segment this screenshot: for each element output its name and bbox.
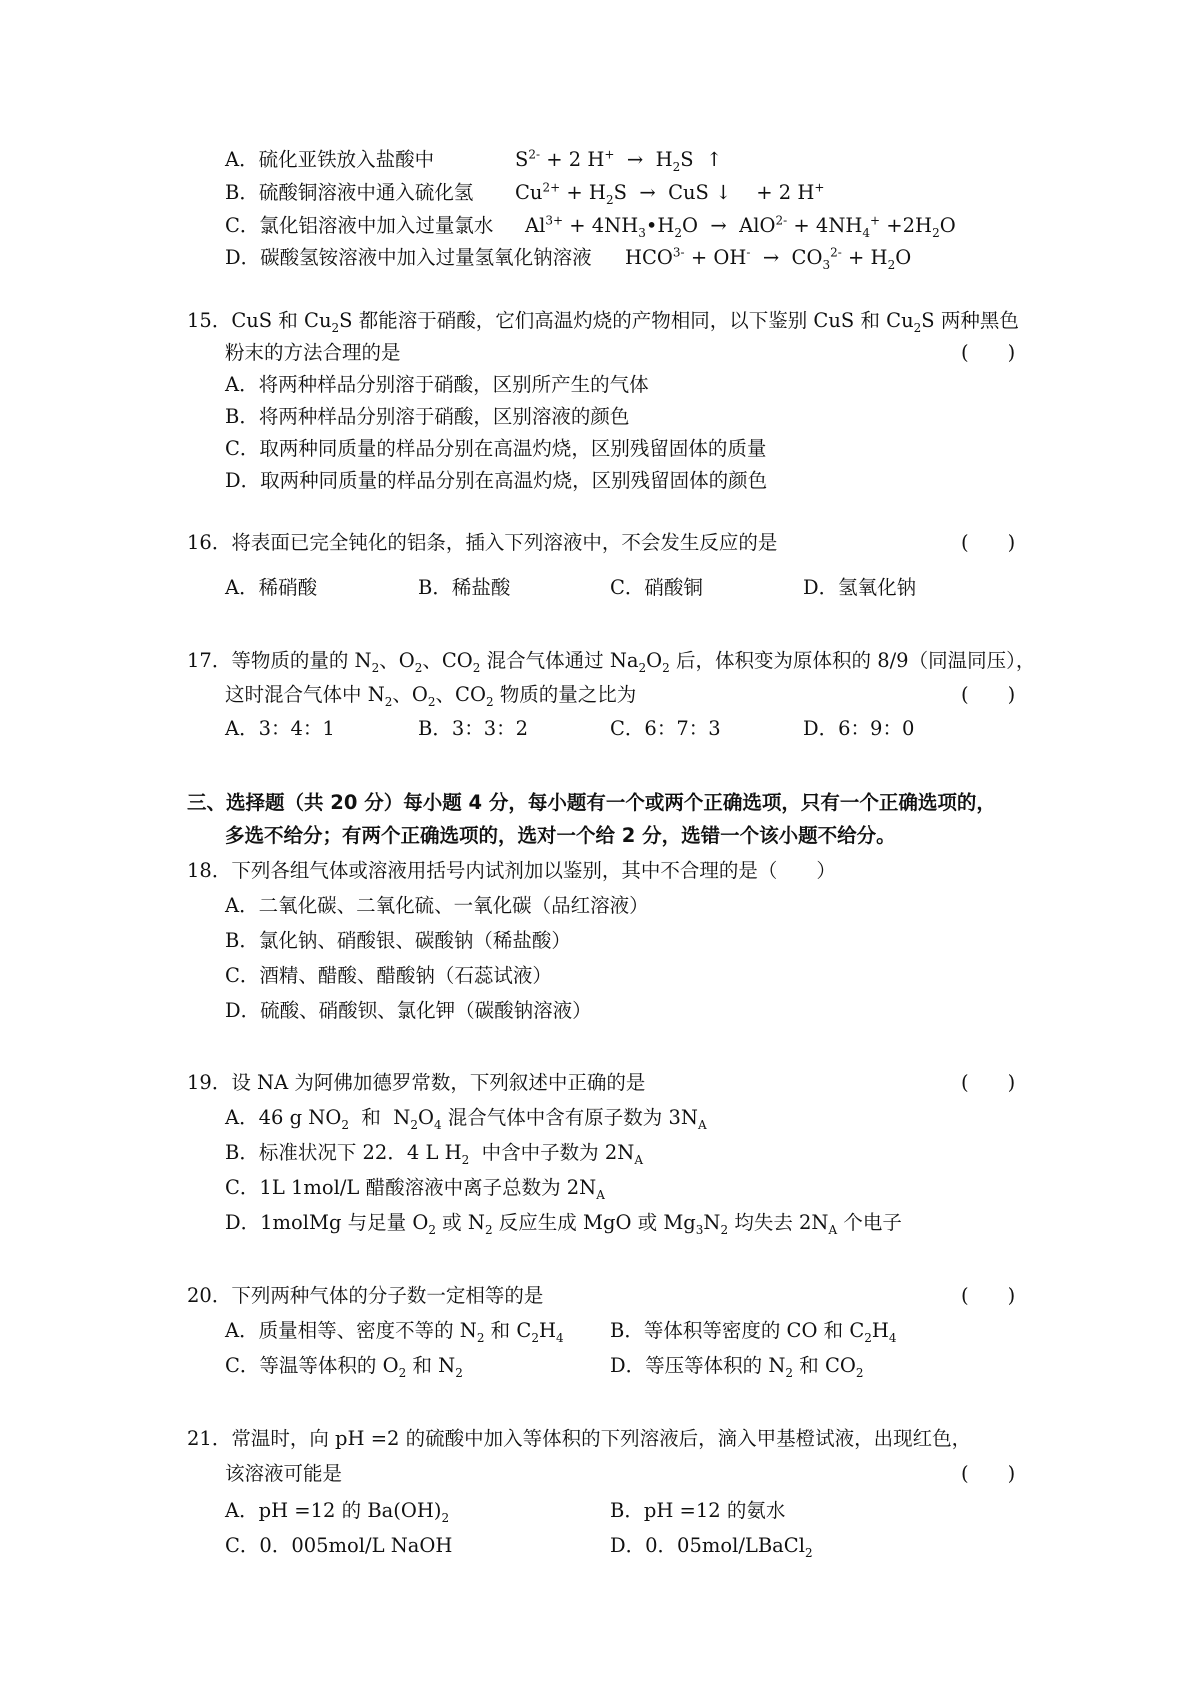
q21-stem-line2: 该溶液可能是 xyxy=(225,1462,343,1485)
q14-option-b-equation: $Cu^{2+} + H_2S$ → CuS ↓ + 2 H+ xyxy=(515,180,825,207)
q17-option-d: D．6：9：0 xyxy=(803,717,915,740)
q15-option-c: C．取两种同质量的样品分别在高温灼烧，区别残留固体的质量 xyxy=(225,437,767,460)
q14-option-a-label: A．硫化亚铁放入盐酸中 xyxy=(225,148,435,171)
q14-option-d-label: D．碳酸氢铵溶液中加入过量氢氧化钠溶液 xyxy=(225,246,592,269)
q20-option-c: C．等温等体积的 $O_2$ 和 $N_2$ xyxy=(225,1354,463,1380)
q15-answer-blank: ( ) xyxy=(961,341,1016,364)
q20-answer-blank: ( ) xyxy=(961,1284,1016,1307)
q18-option-c: C．酒精、醋酸、醋酸钠（石蕊试液） xyxy=(225,964,552,987)
q19-option-d: D．1molMg 与足量 $O_2$ 或 $N_2$ 反应生成 MgO 或 $Mg_3N_2$ 均失去 $2N_A$ 个电子 xyxy=(225,1211,902,1237)
q16-option-b: B．稀盐酸 xyxy=(418,576,511,599)
q14-option-b-label: B．硫酸铜溶液中通入硫化氢 xyxy=(225,181,474,204)
q17-option-b: B．3：3：2 xyxy=(418,717,529,740)
q17-stem: 17．等物质的量的 $N_2$、$O_2$、$CO_2$ 混合气体通过 $Na_2O_2$ 后，体积变为原体积的 8/9（同温同压）， xyxy=(187,649,1036,675)
q17-answer-blank: ( ) xyxy=(961,683,1016,706)
q21-answer-blank: ( ) xyxy=(961,1462,1016,1485)
q18-stem: 18．下列各组气体或溶液用括号内试剂加以鉴别，其中不合理的是（ ） xyxy=(187,859,836,882)
q21-option-d: D．0．05mol/LBaCl$_2$ xyxy=(610,1534,813,1560)
q17-option-c: C．6：7：3 xyxy=(610,717,721,740)
q14-option-a-equation: $S^{2-} + 2$ $H^+ \to H_2S$ ↑ xyxy=(515,147,723,174)
q21-option-c: C．0．005mol/L NaOH xyxy=(225,1534,453,1557)
q20-stem: 20．下列两种气体的分子数一定相等的是 xyxy=(187,1284,544,1307)
q14-option-d xyxy=(225,245,912,272)
q18-option-b: B．氯化钠、硝酸银、碳酸钠（稀盐酸） xyxy=(225,929,571,952)
section3-heading: 三、选择题（共 20 分）每小题 4 分，每小题有一个或两个正确选项，只有一个正确选项的， xyxy=(187,791,996,814)
q17-option-a: A．3：4：1 xyxy=(225,717,335,740)
q20-option-b: B．等体积等密度的 CO 和 $C_2H_4$ xyxy=(610,1319,897,1345)
q16-option-a: A．稀硝酸 xyxy=(225,576,318,599)
q19-option-a: A．46 g $NO_2$ 和 $N_2O_4$ 混合气体中含有原子数为 $3N_A$ xyxy=(225,1106,707,1132)
q21-option-a: A．pH =12 的 $Ba(OH)_2$ xyxy=(225,1499,450,1525)
q14-option-c-label: C．氯化铝溶液中加入过量氯水 xyxy=(225,214,494,237)
q19-option-b: B．标准状况下 22．4 L $H_2$ 中含中子数为 $2N_A$ xyxy=(225,1141,643,1167)
q14-option-c xyxy=(225,213,956,240)
q19-answer-blank: ( ) xyxy=(961,1071,1016,1094)
q16-stem: 16．将表面已完全钝化的铝条，插入下列溶液中，不会发生反应的是 xyxy=(187,531,778,554)
q14-option-d-equation: $HCO^{3-} + OH^- \to CO_3^{2-} + H_2O$ xyxy=(625,245,912,272)
q14-option-a xyxy=(225,147,723,174)
q21-option-b: B．pH =12 的氨水 xyxy=(610,1499,786,1522)
q16-option-d: D．氢氧化钠 xyxy=(803,576,917,599)
q18-option-a: A．二氧化碳、二氧化硫、一氧化碳（品红溶液） xyxy=(225,894,649,917)
q15-option-d: D．取两种同质量的样品分别在高温灼烧，区别残留固体的颜色 xyxy=(225,469,768,492)
q15-stem: 15．CuS 和 $Cu_2S$ 都能溶于硝酸，它们高温灼烧的产物相同，以下鉴别 CuS 和 $Cu_2S$ 两种黑色 xyxy=(187,309,1019,335)
q16-answer-blank: ( ) xyxy=(961,531,1016,554)
q21-stem: 21．常温时，向 pH =2 的硫酸中加入等体积的下列溶液后，滴入甲基橙试液，出现红色， xyxy=(187,1427,972,1450)
section3-heading-line2: 多选不给分；有两个正确选项的，选对一个给 2 分，选错一个该小题不给分。 xyxy=(225,824,896,847)
q16-option-c: C．硝酸铜 xyxy=(610,576,703,599)
q17-stem-line2: 这时混合气体中 $N_2$、$O_2$、$CO_2$ 物质的量之比为 xyxy=(225,683,637,709)
q19-stem: 19．设 NA 为阿佛加德罗常数，下列叙述中正确的是 xyxy=(187,1071,646,1094)
q15-option-b: B．将两种样品分别溶于硝酸，区别溶液的颜色 xyxy=(225,405,630,428)
q14-option-c-equation: $Al^{3+}$ + $4NH_3•H_2O \to AlO^{2-} + 4NH_4^+ +2H_2O$ xyxy=(525,213,956,240)
q15-stem-line2: 粉末的方法合理的是 xyxy=(225,341,401,364)
q14-option-b xyxy=(225,180,825,207)
q15-option-a: A．将两种样品分别溶于硝酸，区别所产生的气体 xyxy=(225,373,649,396)
q20-option-d: D．等压等体积的 $N_2$ 和 $CO_2$ xyxy=(610,1354,864,1380)
q18-option-d: D．硫酸、硝酸钡、氯化钾（碳酸钠溶液） xyxy=(225,999,592,1022)
q19-option-c: C．1L 1mol/L 醋酸溶液中离子总数为 $2N_A$ xyxy=(225,1176,605,1202)
q20-option-a: A．质量相等、密度不等的 $N_2$ 和 $C_2H_4$ xyxy=(225,1319,564,1345)
